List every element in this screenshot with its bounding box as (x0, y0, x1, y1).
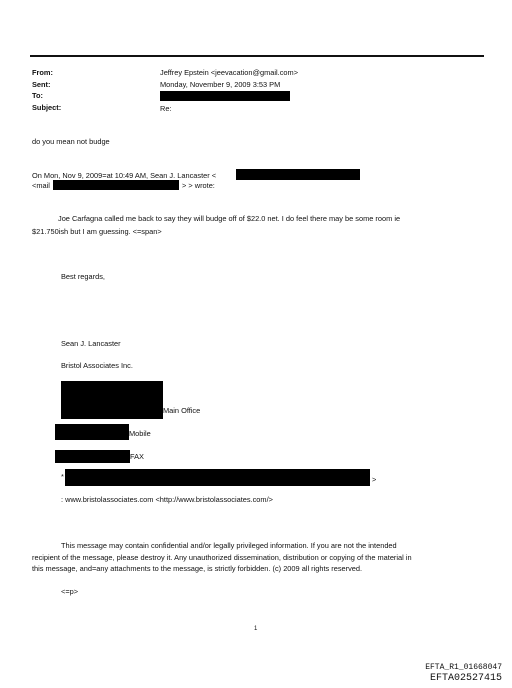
disclaimer-line-2: recipient of the message, please destroy it. Any unauthorized dissemination, distribution or copying of the material in (32, 553, 412, 562)
p-tag-text: <=p> (61, 587, 79, 596)
reply-text: do you mean not budge (32, 137, 110, 146)
disclaimer-line-3: this message, and=any attachments to the message, is strictly forbidden. (c) 2009 all rights reserved. (32, 564, 363, 573)
mobile-label: Mobile (129, 429, 151, 438)
signature-name: Sean J. Lancaster (61, 339, 121, 348)
redaction-main-office (61, 381, 163, 419)
message-line-2: $21.750ish but I am guessing. <=span> (32, 227, 162, 236)
signature-company: Bristol Associates Inc. (61, 361, 133, 370)
redaction-mobile (55, 424, 129, 440)
quote-line-1: On Mon, Nov 9, 2009=at 10:49 AM, Sean J. Lancaster < (32, 171, 217, 180)
redaction-to (160, 91, 290, 101)
quote-line-2-start: <mail (32, 181, 50, 190)
redaction-address (65, 469, 370, 486)
redaction-quote-email-1 (236, 169, 360, 180)
to-label: To: (32, 91, 43, 100)
regards-text: Best regards, (61, 272, 105, 281)
sent-value: Monday, November 9, 2009 3:53 PM (160, 80, 281, 89)
quote-line-2-end: > > wrote: (182, 181, 215, 190)
subject-label: Subject: (32, 103, 62, 112)
main-office-label: Main Office (163, 406, 201, 415)
redaction-fax (55, 450, 130, 463)
website-text: : www.bristolassociates.com <http://www.bristolassociates.com/> (61, 495, 273, 504)
message-line-1: Joe Carfagna called me back to say they will budge off of $22.0 net. I do feel there may be some room ie (58, 214, 401, 223)
fax-label: FAX (130, 452, 144, 461)
header-rule (30, 55, 484, 57)
footer-id-2: EFTA02527415 (429, 673, 502, 684)
from-value: Jeffrey Epstein <jeevacation@gmail.com> (160, 68, 299, 77)
page-number: 1 (254, 626, 258, 632)
redaction-quote-email-2 (53, 180, 179, 190)
sent-label: Sent: (32, 80, 51, 89)
subject-value: Re: (160, 104, 172, 113)
footer-id-1: EFTA_R1_01668047 (425, 663, 502, 672)
from-label: From: (32, 68, 53, 77)
disclaimer-line-1: This message may contain confidential and/or legally privileged information. If you are not the intended (61, 541, 397, 550)
gt-mark: > (372, 475, 377, 484)
star-mark: * (61, 472, 64, 481)
